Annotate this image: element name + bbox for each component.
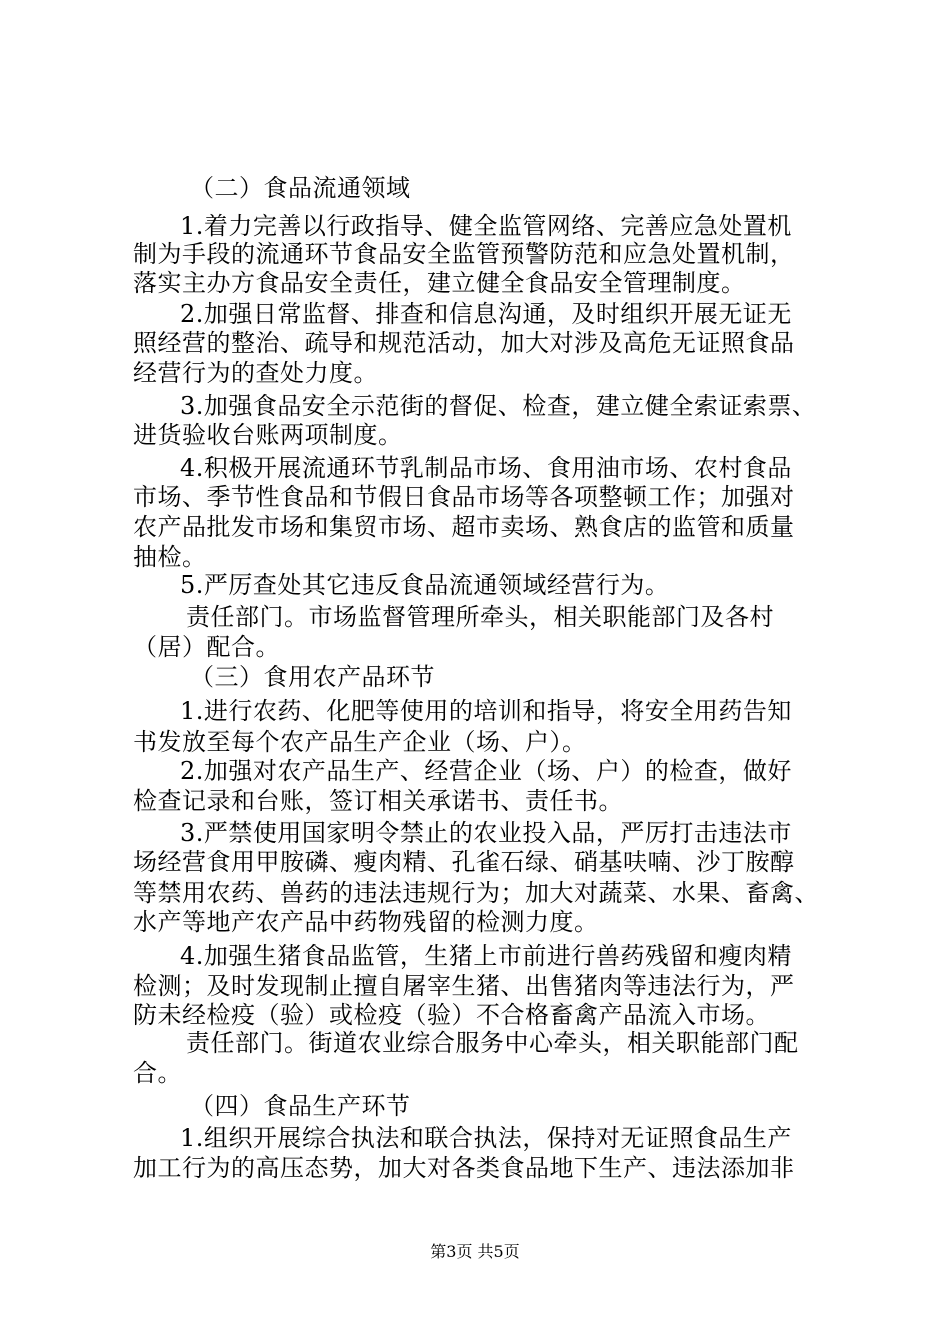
paragraph-line: 制为手段的流通环节食品安全监管预警防范和应急处置机制， <box>133 240 795 268</box>
paragraph-line: 照经营的整治、疏导和规范活动，加大对涉及高危无证照食品 <box>133 329 795 357</box>
paragraph-line: 3.严禁使用国家明令禁止的农业投入品，严厉打击违法市 <box>180 819 792 847</box>
paragraph-line: 等禁用农药、兽药的违法违规行为；加大对蔬菜、水果、畜禽、 <box>133 879 819 907</box>
paragraph-line: 农产品批发市场和集贸市场、超市卖场、熟食店的监管和质量 <box>133 513 795 541</box>
paragraph-line: 3.加强食品安全示范街的督促、检查，建立健全索证索票、 <box>180 392 817 420</box>
paragraph-line: 进货验收台账两项制度。 <box>133 421 403 449</box>
paragraph-line: 经营行为的查处力度。 <box>133 359 378 387</box>
paragraph-line: 场经营食用甲胺磷、瘦肉精、孔雀石绿、硝基呋喃、沙丁胺醇 <box>133 848 795 876</box>
paragraph-line: 检查记录和台账，签订相关承诺书、责任书。 <box>133 787 623 815</box>
paragraph-line: 5.严厉查处其它违反食品流通领域经营行为。 <box>180 571 670 599</box>
paragraph-line: （居）配合。 <box>133 633 280 661</box>
paragraph-line: 水产等地产农产品中药物残留的检测力度。 <box>133 908 599 936</box>
paragraph-line: 防未经检疫（验）或检疫（验）不合格畜禽产品流入市场。 <box>133 1001 770 1029</box>
paragraph-line: 检测；及时发现制止擅自屠宰生猪、出售猪肉等违法行为，严 <box>133 972 795 1000</box>
paragraph-line: 责任部门。市场监督管理所牵头，相关职能部门及各村 <box>186 603 774 631</box>
paragraph-line: 合。 <box>133 1059 182 1087</box>
paragraph-line: 4.加强生猪食品监管，生猪上市前进行兽药残留和瘦肉精 <box>180 942 792 970</box>
paragraph-line: 1.组织开展综合执法和联合执法，保持对无证照食品生产 <box>180 1124 792 1152</box>
paragraph-line: 4.积极开展流通环节乳制品市场、食用油市场、农村食品 <box>180 454 792 482</box>
paragraph-line: 2.加强日常监督、排查和信息沟通，及时组织开展无证无 <box>180 300 792 328</box>
paragraph-line: 市场、季节性食品和节假日食品市场等各项整顿工作；加强对 <box>133 483 795 511</box>
section-heading-3: （三）食用农产品环节 <box>190 663 435 691</box>
paragraph-line: 抽检。 <box>133 543 207 571</box>
paragraph-line: 2.加强对农产品生产、经营企业（场、户）的检查，做好 <box>180 757 792 785</box>
paragraph-line: 加工行为的高压态势，加大对各类食品地下生产、违法添加非 <box>133 1154 795 1182</box>
paragraph-line: 责任部门。街道农业综合服务中心牵头，相关职能部门配 <box>186 1029 799 1057</box>
paragraph-line: 1.进行农药、化肥等使用的培训和指导，将安全用药告知 <box>180 697 792 725</box>
paragraph-line: 落实主办方食品安全责任，建立健全食品安全管理制度。 <box>133 269 746 297</box>
paragraph-line: 1.着力完善以行政指导、健全监管网络、完善应急处置机 <box>180 212 792 240</box>
section-heading-2: （二）食品流通领域 <box>190 174 411 202</box>
section-heading-4: （四）食品生产环节 <box>190 1092 411 1120</box>
page-number-footer: 第3页 共5页 <box>430 1242 520 1261</box>
paragraph-line: 书发放至每个农产品生产企业（场、户）。 <box>133 728 587 756</box>
